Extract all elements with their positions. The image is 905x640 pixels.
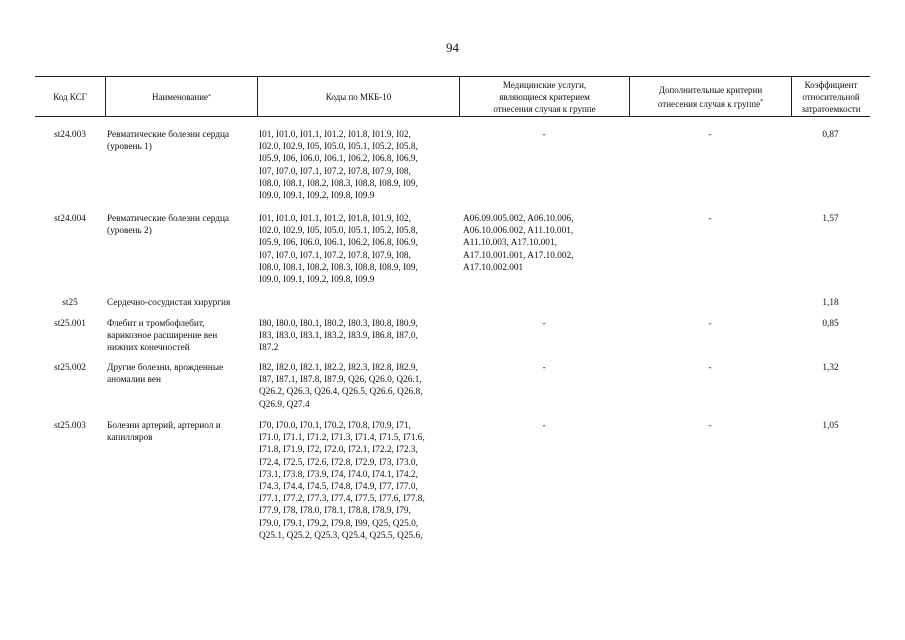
row-name: Сердечно-сосудистая хирургия	[107, 298, 231, 308]
row-coefficient: 1,32	[822, 363, 839, 373]
row-med-services: -	[542, 421, 546, 431]
row-name: Флебит и тромбофлебит, варикозное расширение вен нижних конечностей	[107, 319, 218, 354]
row-mkb-codes: I70, I70.0, I70.1, I70.2, I70.8, I70.9, I71, I71.0, I71.1, I71.2, I71.3, I71.4, I71.5, I71.6, I71.8, I71.9, I72, I72.0, I72.1, I72.2, I72.3, I72.4, I72.5, I72.6, I72.8, I72.9, I73, I73.0, I73.1, I73.8, I73.9, I74, I74.0, I74.1, I74.2, I74.3, I74.4, I74.5, I74.8, I74.9, I77, I77.0, I77.1, I77.2, I77.3, I77.4, I77.5, I77.6, I77.8, I77.9, I78, I78.0, I78.1, I78.8, I78.9, I79, I79.0, I79.1, I79.2, I79.8, I99, Q25, Q25.0, Q25.1, Q25.2, Q25.3, Q25.4, Q25.5, Q25.6,	[259, 421, 425, 541]
row-add-criteria: -	[708, 130, 712, 140]
row-code: st24.003	[54, 130, 86, 140]
header-mkb	[257, 77, 459, 116]
header-med-label: Медицинские услуги, являющиеся критерием отнесения случая к группе	[493, 79, 596, 114]
row-add-criteria: -	[708, 421, 712, 431]
header-name	[105, 77, 257, 116]
row-code: st25	[62, 298, 78, 308]
header-add-footnote: *	[760, 98, 764, 105]
row-code: st25.001	[54, 319, 86, 329]
row-add-criteria: -	[708, 214, 712, 224]
header-med	[459, 77, 629, 116]
header-add-label: Дополнительные критерии отнесения случая к группе*	[657, 84, 764, 109]
row-mkb-codes: I82, I82.0, I82.1, I82.2, I82.3, I82.8, I82.9, I87, I87.1, I87.8, I87.9, Q26, Q26.0, Q26.1, Q26.2, Q26.3, Q26.4, Q26.5, Q26.6, Q26.8, Q26.9, Q27.4	[259, 363, 423, 410]
row-name: Другие болезни, врожденные аномалии вен	[107, 363, 224, 386]
row-add-criteria: -	[708, 319, 712, 329]
row-med-services: -	[542, 130, 546, 140]
header-name-footnote: *	[208, 93, 212, 100]
header-mkb-label: Коды по МКБ-10	[325, 91, 392, 102]
row-med-services: -	[542, 319, 546, 329]
row-mkb-codes: I01, I01.0, I01.1, I01.2, I01.8, I01.9, I02, I02.0, I02.9, I05, I05.0, I05.1, I05.2, I05.8, I05.9, I06, I06.0, I06.1, I06.2, I06.8, I06.9, I07, I07.0, I07.1, I07.2, I07.8, I07.9, I08, I08.0, I08.1, I08.2, I08.3, I08.8, I08.9, I09, I09.0, I09.1, I09.2, I09.8, I09.9	[259, 214, 418, 286]
row-med-services: -	[542, 363, 546, 373]
row-code: st25.002	[54, 363, 86, 373]
row-mkb-codes: I80, I80.0, I80.1, I80.2, I80.3, I80.8, I80.9, I83, I83.0, I83.1, I83.2, I83.9, I86.8, I87.0, I87.2	[259, 319, 418, 354]
row-add-criteria: -	[708, 363, 712, 373]
header-add	[629, 77, 791, 116]
row-mkb-codes: I01, I01.0, I01.1, I01.2, I01.8, I01.9, I02, I02.0, I02.9, I05, I05.0, I05.1, I05.2, I05.8, I05.9, I06, I06.0, I06.1, I06.2, I06.8, I06.9, I07, I07.0, I07.1, I07.2, I07.8, I07.9, I08, I08.0, I08.1, I08.2, I08.3, I08.8, I08.9, I09, I09.0, I09.1, I09.2, I09.8, I09.9	[259, 130, 418, 202]
row-code: st24.004	[54, 214, 86, 224]
header-code-label: Код КСГ	[53, 91, 87, 102]
header-coef	[791, 77, 870, 116]
row-coefficient: 1,18	[822, 298, 839, 308]
row-coefficient: 1,05	[822, 421, 839, 431]
row-coefficient: 1,57	[822, 214, 839, 224]
row-code: st25.003	[54, 421, 86, 431]
row-coefficient: 0,85	[822, 319, 839, 329]
row-name: Болезни артерий, артериол и капилляров	[107, 421, 221, 444]
row-name: Ревматические болезни сердца (уровень 2)	[107, 214, 230, 237]
row-med-services: A06.09.005.002, A06.10.006, A06.10.006.002, A11.10.001, A11.10.003, A17.10.001, A17.10.001.001, A17.10.002, A17.10.002.001	[463, 214, 574, 273]
page-number: 94	[446, 40, 459, 55]
row-coefficient: 0,87	[822, 130, 839, 140]
header-coef-label: Коэффициент относительной затратоемкости	[801, 79, 861, 114]
header-name-label: Наименование	[151, 91, 209, 102]
row-name: Ревматические болезни сердца (уровень 1)	[107, 130, 230, 153]
header-code	[35, 77, 105, 116]
table-header	[35, 76, 870, 117]
